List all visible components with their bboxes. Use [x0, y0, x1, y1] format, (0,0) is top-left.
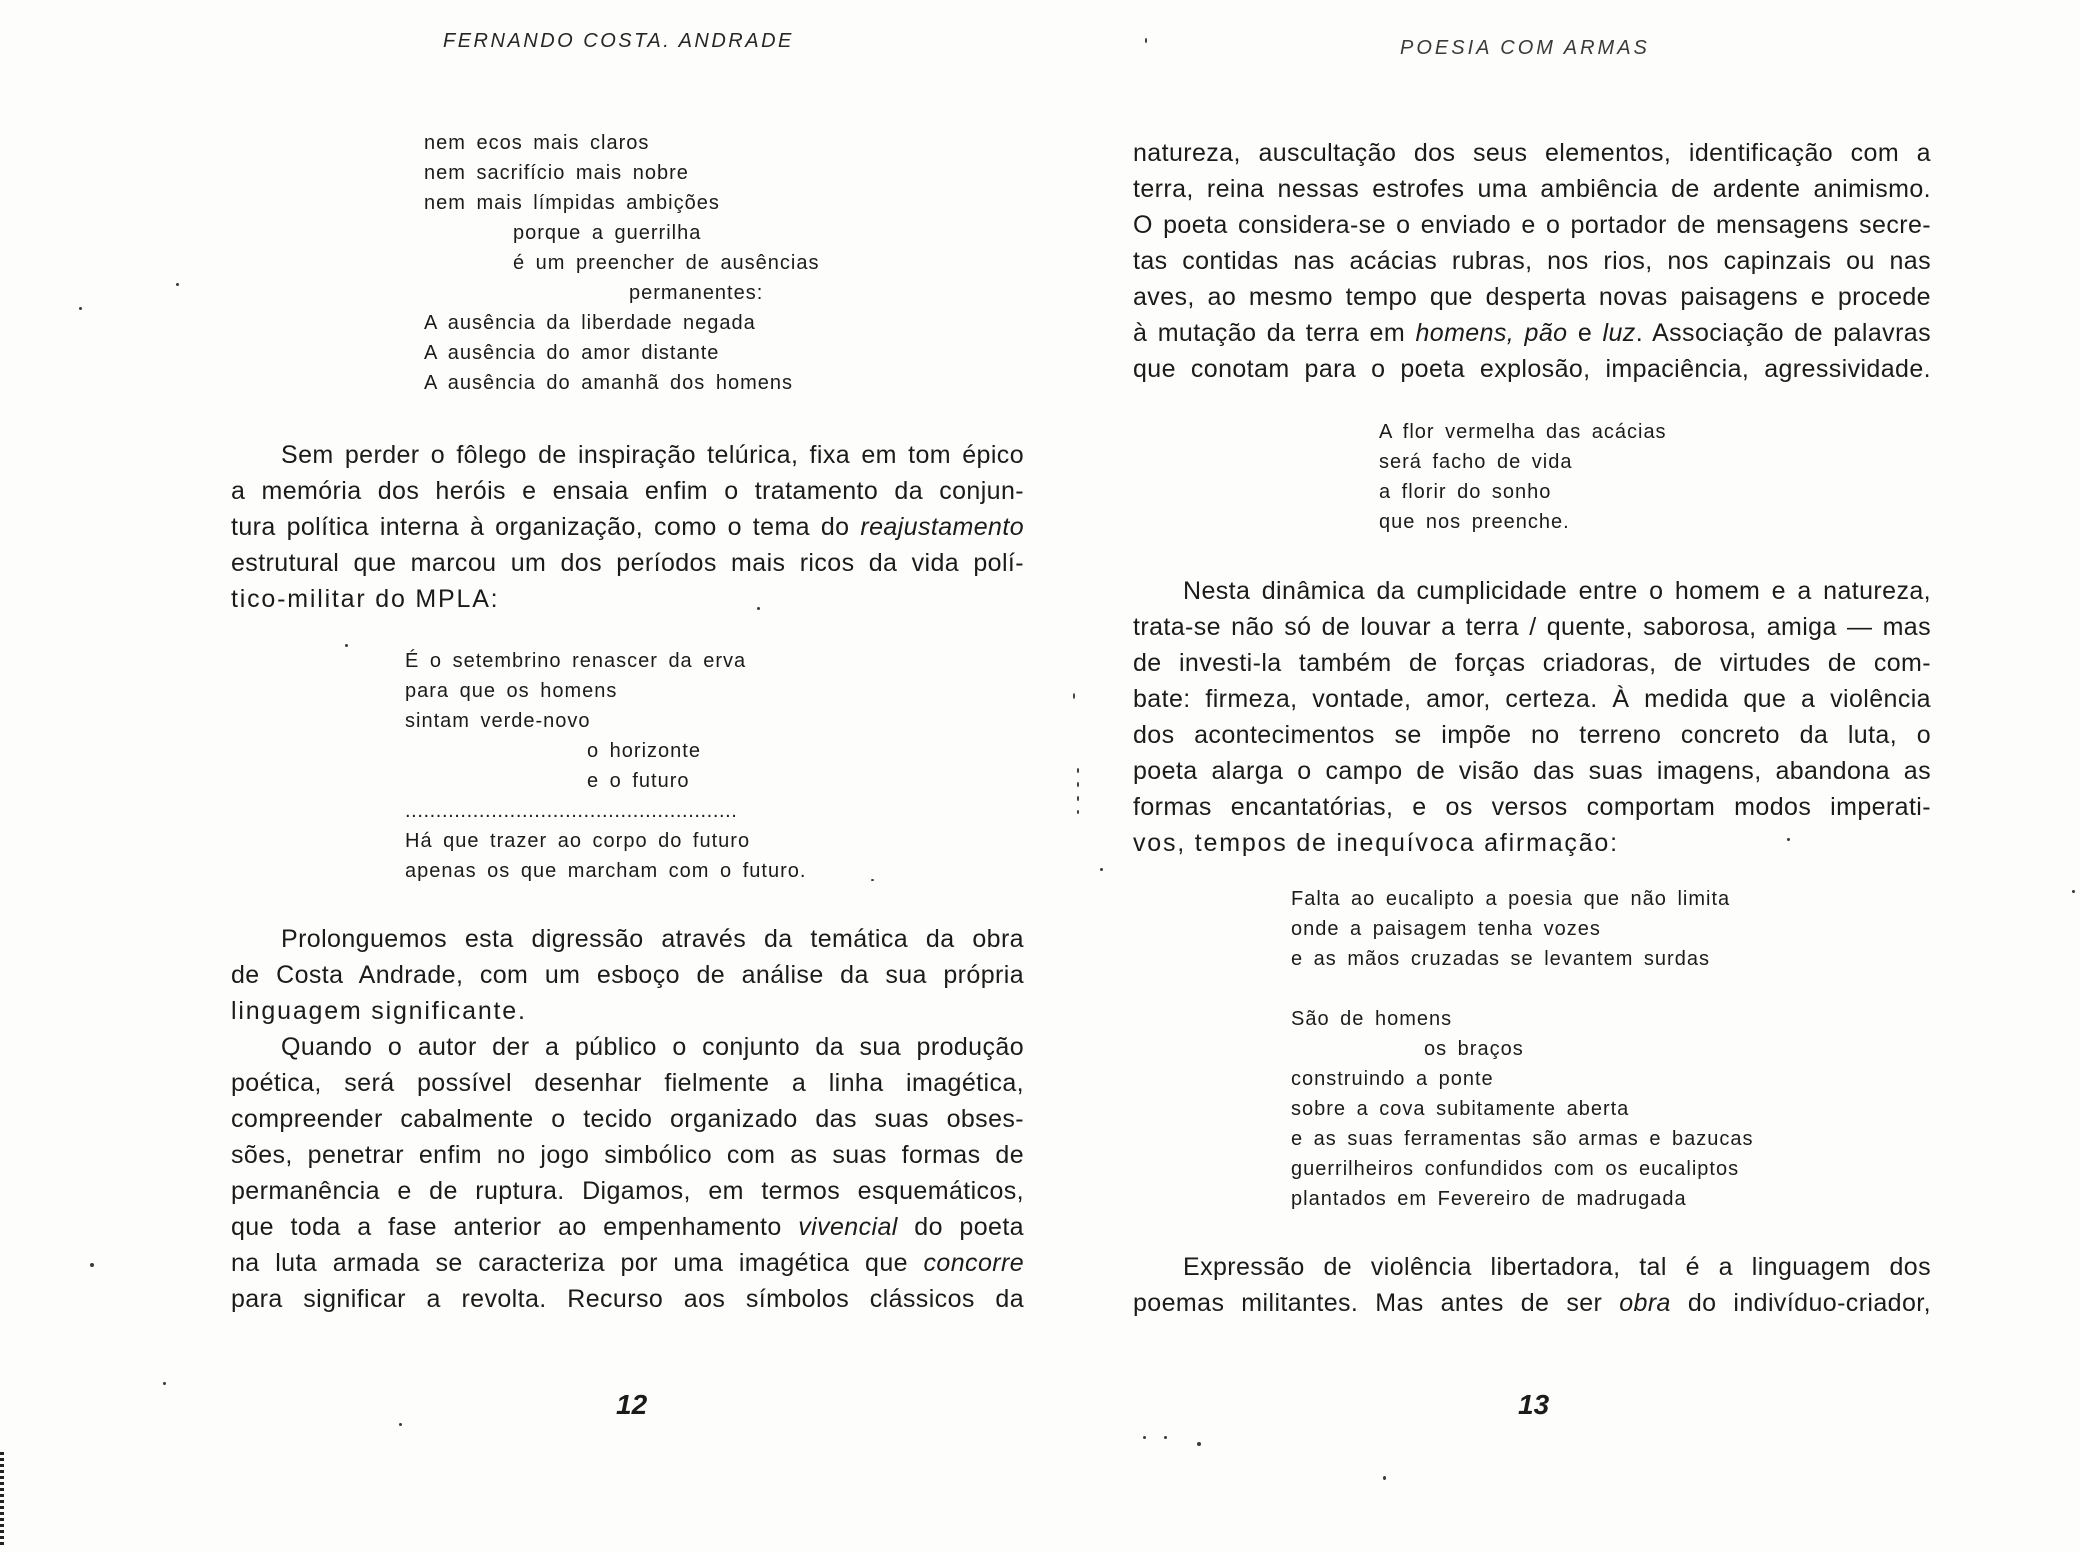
- verse-line: plantados em Fevereiro de madrugada: [1291, 1188, 1687, 1210]
- paragraph-line: aves, ao mesmo tempo que desperta novas paisagens e procede: [1133, 283, 1931, 311]
- italic-term: luz: [1602, 319, 1636, 347]
- scan-speck: [1164, 1436, 1167, 1439]
- scan-speck: [345, 644, 348, 647]
- text-segment: . Associação de palavras: [1635, 319, 1931, 347]
- scan-speck: [1073, 693, 1075, 699]
- verse-line: é um preencher de ausências: [513, 252, 820, 274]
- verse-line: nem mais límpidas ambições: [424, 192, 720, 214]
- scan-edge-streak: [0, 1452, 4, 1548]
- scan-speck: [176, 283, 179, 286]
- verse-line: nem ecos mais claros: [424, 132, 650, 154]
- scan-speck: [1077, 782, 1079, 787]
- paragraph-line: permanência e de ruptura. Digamos, em termos esquemáticos,: [231, 1177, 1024, 1205]
- paragraph-line: compreender cabalmente o tecido organizado das suas obses-: [231, 1105, 1024, 1133]
- paragraph-line: vos, tempos de inequívoca afirmação:: [1133, 829, 1619, 857]
- paragraph-line: sões, penetrar enfim no jogo simbólico com as suas formas de: [231, 1141, 1024, 1169]
- verse-line: que nos preenche.: [1379, 511, 1570, 533]
- italic-term: vivencial: [798, 1213, 898, 1241]
- paragraph-block: [1133, 135, 1931, 387]
- paragraph-line: para significar a revolta. Recurso aos símbolos clássicos da: [231, 1285, 1024, 1313]
- verse-line: onde a paisagem tenha vozes: [1291, 918, 1601, 940]
- verse-line: sobre a cova subitamente aberta: [1291, 1098, 1630, 1120]
- paragraph-line: Quando o autor der a público o conjunto da sua produção: [281, 1033, 1024, 1061]
- verse-line: Falta ao eucalipto a poesia que não limita: [1291, 888, 1731, 910]
- verse-line: os braços: [1424, 1038, 1524, 1060]
- verse-line: para que os homens: [405, 680, 618, 702]
- verse-line: A flor vermelha das acácias: [1379, 421, 1667, 443]
- right-page: [1040, 0, 2080, 1552]
- verse-line: A ausência do amor distante: [424, 342, 720, 364]
- paragraph-line: formas encantatórias, e os versos comportam modos imperati-: [1133, 793, 1931, 821]
- scan-speck: [1100, 868, 1103, 871]
- paragraph-line: poética, será possível desenhar fielmente a linha imagética,: [231, 1069, 1024, 1097]
- paragraph-line: a memória dos heróis e ensaia enfim o tratamento da conjun-: [231, 477, 1024, 505]
- scan-speck: [399, 1423, 402, 1426]
- ellipsis-divider: ......................................................: [405, 800, 738, 822]
- paragraph-block: [1133, 573, 1931, 861]
- verse-line: nem sacrifício mais nobre: [424, 162, 689, 184]
- paragraph-line: de investi-la também de forças criadoras, de virtudes de com-: [1133, 649, 1931, 677]
- paragraph-line: que conotam para o poeta explosão, impaciência, agressividade.: [1133, 355, 1931, 383]
- paragraph-line: [1133, 315, 1931, 351]
- verse-line: permanentes:: [629, 282, 764, 304]
- running-head: POESIA COM ARMAS: [1400, 37, 1650, 59]
- verse-line: guerrilheiros confundidos com os eucaliptos: [1291, 1158, 1740, 1180]
- paragraph-block: [231, 437, 1024, 617]
- paragraph-line: Sem perder o fôlego de inspiração telúrica, fixa em tom épico: [281, 441, 1024, 469]
- verse-line: A ausência da liberdade negada: [424, 312, 756, 334]
- scan-speck: [757, 607, 760, 610]
- paragraph-line: O poeta considera-se o enviado e o portador de mensagens secre-: [1133, 211, 1931, 239]
- paragraph-block: [1133, 1249, 1931, 1321]
- paragraph-line: poeta alarga o campo de visão das suas imagens, abandona as: [1133, 757, 1931, 785]
- verse-line: e o futuro: [587, 770, 690, 792]
- paragraph-line: natureza, auscultação dos seus elementos, identificação com a: [1133, 139, 1931, 167]
- verse-line: A ausência do amanhã dos homens: [424, 372, 793, 394]
- paragraph-line: [231, 1209, 1024, 1245]
- poem-block: [1291, 884, 1754, 1214]
- paragraph-line: [231, 509, 1024, 545]
- poem-block: [1379, 417, 1667, 537]
- verse-line: a florir do sonho: [1379, 481, 1552, 503]
- page-number: 12: [616, 1389, 648, 1420]
- poem-block: [424, 128, 820, 398]
- verse-line: apenas os que marcham com o futuro.: [405, 860, 807, 882]
- scan-speck: [2072, 890, 2075, 893]
- text-segment: do poeta: [897, 1213, 1024, 1241]
- paragraph-line: trata-se não só de louvar a terra / quente, saborosa, amiga — mas: [1133, 613, 1931, 641]
- verse-line: porque a guerrilha: [513, 222, 702, 244]
- italic-term: obra: [1619, 1289, 1671, 1317]
- scan-speck: [871, 879, 874, 881]
- paragraph-line: dos acontecimentos se impõe no terreno concreto da luta, o: [1133, 721, 1931, 749]
- scan-speck: [163, 1382, 166, 1385]
- text-segment: do indivíduo-criador,: [1670, 1289, 1931, 1317]
- paragraph-line: Expressão de violência libertadora, tal é a linguagem dos: [1183, 1253, 1931, 1281]
- page-number: 13: [1518, 1389, 1550, 1420]
- scan-speck: [1787, 838, 1790, 841]
- text-segment: e: [1567, 319, 1603, 347]
- paragraph-line: terra, reina nessas estrofes uma ambiência de ardente animismo.: [1133, 175, 1931, 203]
- paragraph-line: estrutural que marcou um dos períodos mais ricos da vida polí-: [231, 549, 1024, 577]
- verse-line: Há que trazer ao corpo do futuro: [405, 830, 751, 852]
- verse-line: e as suas ferramentas são armas e bazucas: [1291, 1128, 1754, 1150]
- verse-line: será facho de vida: [1379, 451, 1573, 473]
- scan-speck: [1077, 796, 1079, 801]
- text-segment: poemas militantes. Mas antes de ser: [1133, 1289, 1620, 1317]
- text-segment: que toda a fase anterior ao empenhamento: [231, 1213, 799, 1241]
- italic-term: concorre: [923, 1249, 1024, 1277]
- paragraph-block: [231, 921, 1024, 1317]
- verse-line: e as mãos cruzadas se levantem surdas: [1291, 948, 1710, 970]
- paragraph-line: tico-militar do MPLA:: [231, 585, 500, 613]
- paragraph-line: linguagem significante.: [231, 997, 527, 1025]
- paragraph-line: Nesta dinâmica da cumplicidade entre o homem e a natureza,: [1183, 577, 1931, 605]
- italic-term: homens, pão: [1415, 319, 1568, 347]
- verse-line: construindo a ponte: [1291, 1068, 1494, 1090]
- paragraph-line: [231, 1245, 1024, 1281]
- text-segment: tura política interna à organização, como o tema do: [231, 513, 861, 541]
- scan-speck: [1383, 1476, 1386, 1480]
- scan-speck: [1143, 1436, 1146, 1439]
- stanza-break: [1291, 974, 1754, 1004]
- scan-speck: [1077, 810, 1079, 814]
- scan-speck: [1077, 768, 1079, 773]
- text-segment: à mutação da terra em: [1133, 319, 1416, 347]
- paragraph-line: tas contidas nas acácias rubras, nos rios, nos capinzais ou nas: [1133, 247, 1931, 275]
- paragraph-line: de Costa Andrade, com um esboço de análise da sua própria: [231, 961, 1024, 989]
- verse-line: o horizonte: [587, 740, 701, 762]
- italic-term: reajustamento: [860, 513, 1024, 541]
- verse-line: É o setembrino renascer da erva: [405, 650, 747, 672]
- verse-line: sintam verde-novo: [405, 710, 591, 732]
- scan-speck: [1145, 38, 1147, 43]
- poem-block: [405, 646, 806, 886]
- scan-speck: [1197, 1442, 1201, 1446]
- paragraph-line: [1133, 1285, 1931, 1321]
- scan-speck: [90, 1263, 94, 1267]
- paragraph-line: bate: firmeza, vontade, amor, certeza. À medida que a violência: [1133, 685, 1931, 713]
- paragraph-line: Prolonguemos esta digressão através da temática da obra: [281, 925, 1024, 953]
- text-segment: na luta armada se caracteriza por uma imagética que: [231, 1249, 924, 1277]
- running-head: FERNANDO COSTA. ANDRADE: [443, 30, 794, 52]
- verse-line: São de homens: [1291, 1008, 1453, 1030]
- scan-speck: [79, 307, 82, 310]
